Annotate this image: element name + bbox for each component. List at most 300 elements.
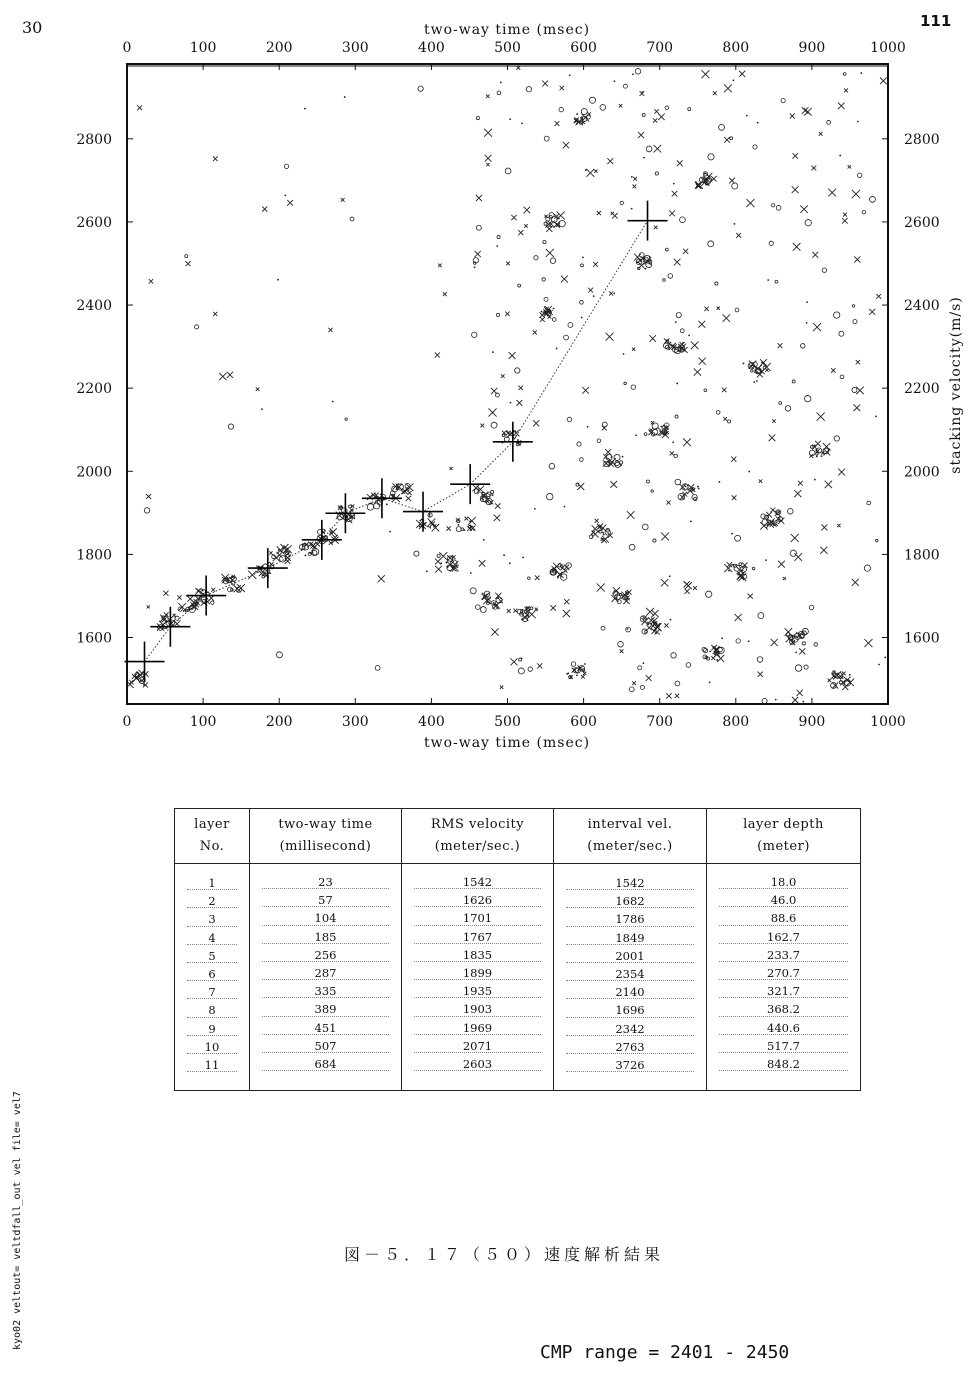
- scatter-circle: [276, 652, 282, 658]
- scatter-circle: [642, 113, 645, 116]
- x-tick-label-top: 900: [798, 40, 826, 56]
- scatter-cross: [612, 213, 618, 219]
- scatter-circle: [651, 490, 653, 492]
- scatter-cross: [592, 531, 599, 538]
- scatter-dot: [200, 596, 202, 598]
- scatter-cross: [828, 189, 836, 197]
- scatter-dot: [719, 481, 721, 483]
- table-cell: 1903: [402, 1000, 553, 1018]
- x-tick-label-bottom: 900: [798, 714, 826, 730]
- table-body-row: [175, 864, 861, 1091]
- scatter-dot: [806, 322, 808, 324]
- x-tick-label-bottom: 100: [189, 714, 217, 730]
- scatter-dot: [261, 408, 263, 410]
- table-cell: 848.2: [707, 1055, 860, 1073]
- scatter-dot: [676, 383, 678, 385]
- scatter-dot: [734, 223, 736, 225]
- scatter-circle: [839, 331, 844, 336]
- scatter-circle: [703, 648, 707, 652]
- scatter-dot: [497, 597, 499, 599]
- scatter-circle: [476, 117, 479, 120]
- table-cell: 1626: [402, 891, 553, 909]
- table-cell: 2140: [554, 983, 706, 1001]
- header-layer-depth: layer depth (meter): [707, 809, 861, 864]
- scatter-circle: [646, 480, 649, 483]
- time-column: [250, 864, 402, 1091]
- scatter-cross: [825, 481, 832, 488]
- scatter-cross: [485, 155, 492, 162]
- scatter-circle: [665, 106, 669, 110]
- scatter-circle: [497, 235, 500, 238]
- table-cell: 2: [175, 892, 249, 910]
- scatter-cross: [594, 170, 597, 173]
- y-tick-label-right: 2600: [904, 214, 940, 231]
- scatter-dot: [553, 308, 555, 310]
- scatter-cross: [505, 312, 509, 316]
- scatter-cross: [791, 534, 799, 542]
- y-tick-label-left: 2000: [76, 464, 112, 481]
- scatter-cross: [408, 491, 412, 495]
- table-cell: 507: [250, 1037, 401, 1055]
- scatter-dot: [645, 268, 647, 270]
- scatter-dot: [685, 485, 687, 487]
- scatter-cross: [792, 186, 799, 193]
- scatter-cross: [876, 294, 881, 299]
- scatter-cross: [506, 262, 510, 266]
- scatter-cross: [852, 190, 860, 198]
- scatter-cross: [609, 291, 613, 295]
- scatter-cross: [501, 374, 505, 378]
- scatter-cross: [760, 522, 767, 529]
- x-axis-label-top: two-way time (msec): [423, 22, 591, 38]
- x-axis-label-bottom: two-way time (msec): [423, 735, 591, 751]
- scatter-cross: [717, 655, 724, 662]
- scatter-circle: [144, 508, 149, 513]
- scatter-cross: [842, 218, 848, 224]
- scatter-dot: [806, 301, 808, 303]
- scatter-cross: [632, 184, 636, 188]
- x-tick-label-top: 100: [189, 40, 217, 56]
- scatter-dot: [670, 619, 672, 621]
- scatter-circle: [560, 574, 566, 580]
- scatter-cross: [759, 479, 763, 483]
- scatter-cross: [633, 177, 637, 181]
- scatter-circle: [781, 99, 785, 103]
- y-tick-label-left: 2200: [76, 381, 112, 398]
- scatter-circle: [814, 643, 818, 647]
- scatter-cross: [661, 579, 668, 586]
- scatter-cross: [586, 169, 594, 177]
- scatter-dot: [716, 659, 718, 661]
- table-cell: 451: [250, 1019, 401, 1037]
- scatter-circle: [640, 685, 644, 689]
- x-tick-label-bottom: 500: [494, 714, 521, 730]
- scatter-cross: [219, 373, 226, 380]
- chart-marks: [125, 66, 887, 704]
- table-cell: 517.7: [707, 1037, 860, 1055]
- scatter-circle: [779, 402, 782, 405]
- scatter-dot: [445, 562, 447, 564]
- table-cell: 3: [175, 910, 249, 928]
- scatter-circle: [602, 422, 607, 427]
- scatter-cross: [800, 205, 808, 213]
- scatter-circle: [792, 380, 795, 383]
- scatter-circle: [852, 305, 855, 308]
- scatter-cross: [797, 690, 803, 696]
- table-cell: 162.7: [707, 928, 860, 946]
- scatter-cross: [147, 605, 150, 608]
- scatter-cross: [758, 672, 763, 677]
- table-cell: 3726: [554, 1056, 706, 1074]
- depth-column: [707, 864, 861, 1091]
- scatter-cross: [722, 388, 727, 393]
- scatter-dot: [775, 699, 777, 701]
- scatter-circle: [688, 107, 691, 110]
- scatter-dot: [742, 577, 744, 579]
- table-cell: 1542: [554, 874, 706, 892]
- scatter-cross: [525, 610, 529, 614]
- x-tick-label-bottom: 400: [418, 714, 445, 730]
- scatter-cross: [704, 307, 708, 311]
- scatter-circle: [805, 395, 811, 401]
- scatter-cross: [262, 206, 267, 211]
- scatter-circle: [497, 91, 501, 95]
- scatter-cross: [227, 372, 233, 378]
- scatter-circle: [739, 563, 742, 566]
- scatter-cross: [667, 501, 671, 505]
- scatter-circle: [757, 657, 763, 663]
- scatter-dot: [656, 428, 658, 430]
- scatter-cross: [658, 114, 664, 120]
- x-tick-label-top: 0: [122, 40, 132, 56]
- scatter-circle: [624, 382, 627, 385]
- scatter-dot: [743, 363, 745, 365]
- scatter-cross: [465, 517, 469, 521]
- scatter-dot: [429, 514, 431, 516]
- scatter-cross: [802, 107, 809, 114]
- scatter-circle: [530, 607, 533, 610]
- scatter-circle: [375, 665, 380, 670]
- scatter-cross: [577, 483, 584, 490]
- scatter-cross: [507, 609, 511, 613]
- scatter-dot: [446, 565, 448, 567]
- scatter-circle: [228, 424, 233, 429]
- header-two-way-time: two-way time (millisecond): [250, 809, 402, 864]
- scatter-cross: [693, 586, 697, 590]
- scatter-circle: [715, 282, 718, 285]
- scatter-dot: [470, 521, 472, 523]
- scatter-cross: [446, 526, 450, 530]
- y-tick-label-right: 1600: [904, 630, 940, 647]
- scatter-dot: [816, 456, 818, 458]
- scatter-dot: [576, 674, 578, 676]
- scatter-cross: [653, 118, 657, 122]
- velocity-pick-marker: [493, 422, 533, 462]
- scatter-dot: [474, 266, 476, 268]
- scatter-circle: [822, 268, 826, 272]
- table-cell: 2342: [554, 1020, 706, 1038]
- scatter-cross: [638, 132, 644, 138]
- scatter-cross: [510, 658, 517, 665]
- scatter-dot: [631, 208, 633, 210]
- table-cell: 2071: [402, 1037, 553, 1055]
- scatter-circle: [834, 436, 839, 441]
- table-cell: 1542: [402, 873, 553, 891]
- y-tick-label-right: 2800: [904, 131, 940, 148]
- scatter-dot: [675, 321, 677, 323]
- scatter-dot: [622, 456, 624, 458]
- x-tick-label-bottom: 300: [341, 714, 369, 730]
- scatter-dot: [857, 121, 859, 123]
- scatter-cross: [842, 672, 846, 676]
- scatter-cross: [828, 679, 831, 682]
- scatter-cross: [819, 132, 823, 136]
- scatter-circle: [753, 145, 757, 149]
- scatter-circle: [785, 406, 790, 411]
- scatter-cross: [561, 276, 568, 283]
- scatter-dot: [765, 559, 767, 561]
- scatter-dot: [697, 486, 699, 488]
- scatter-cross: [677, 160, 683, 166]
- scatter-dot: [564, 506, 566, 508]
- scatter-circle: [579, 458, 583, 462]
- scatter-cross: [864, 639, 872, 647]
- scatter-dot: [839, 155, 841, 157]
- scatter-cross: [666, 693, 671, 698]
- velocity-pick-marker: [248, 548, 288, 588]
- scatter-circle: [581, 264, 584, 267]
- scatter-cross: [661, 533, 669, 541]
- scatter-circle: [805, 220, 811, 226]
- y-tick-label-left: 2800: [76, 131, 112, 148]
- scatter-cross: [435, 559, 441, 565]
- scatter-cross: [736, 233, 741, 238]
- scatter-circle: [623, 84, 627, 88]
- scatter-cross: [723, 314, 730, 321]
- x-tick-label-bottom: 700: [646, 714, 674, 730]
- scatter-dot: [496, 245, 498, 247]
- scatter-dot: [541, 311, 543, 313]
- rms-list: [402, 873, 553, 1073]
- scatter-dot: [545, 216, 547, 218]
- scatter-circle: [476, 225, 481, 230]
- scatter-dot: [582, 256, 584, 258]
- scatter-dot: [632, 73, 634, 75]
- cmp-range-label: CMP range = 2401 - 2450: [540, 1342, 790, 1363]
- scatter-cross: [535, 575, 540, 580]
- scatter-cross: [595, 519, 599, 523]
- velocity-pick-marker: [628, 201, 668, 241]
- table-cell: 389: [250, 1000, 401, 1018]
- scatter-cross: [852, 579, 859, 586]
- scatter-cross: [717, 307, 720, 310]
- scatter-cross: [771, 639, 778, 646]
- scatter-cross: [632, 348, 635, 351]
- scatter-dot: [767, 279, 769, 281]
- table-cell: 57: [250, 891, 401, 909]
- table-cell: 335: [250, 982, 401, 1000]
- scatter-dot: [198, 597, 200, 599]
- scatter-dot: [420, 520, 422, 522]
- scatter-circle: [758, 613, 764, 619]
- scatter-dot: [660, 426, 662, 428]
- scatter-cross: [683, 249, 688, 254]
- scatter-dot: [635, 434, 637, 436]
- scatter-dot: [709, 682, 711, 684]
- scatter-circle: [680, 329, 684, 333]
- scatter-circle: [567, 417, 572, 422]
- y-tick-label-left: 2400: [76, 298, 112, 315]
- scatter-cross: [511, 215, 516, 220]
- scatter-dot: [581, 317, 583, 319]
- scatter-circle: [864, 565, 870, 571]
- scatter-cross: [546, 249, 554, 257]
- scatter-circle: [769, 241, 773, 245]
- scatter-dot: [482, 498, 484, 500]
- scatter-circle: [751, 370, 753, 372]
- scatter-dot: [721, 637, 723, 639]
- table-cell: 270.7: [707, 964, 860, 982]
- scatter-dot: [704, 173, 706, 175]
- scatter-dot: [673, 183, 675, 185]
- scatter-dot: [669, 344, 671, 346]
- scatter-cross: [597, 211, 601, 215]
- scatter-cross: [524, 207, 530, 213]
- scatter-cross: [500, 685, 504, 689]
- scatter-cross: [187, 596, 192, 601]
- scatter-circle: [708, 241, 714, 247]
- scatter-circle: [528, 667, 532, 671]
- scatter-circle: [496, 313, 499, 316]
- scatter-dot: [682, 498, 684, 500]
- scatter-cross: [546, 226, 552, 232]
- scatter-cross: [794, 490, 801, 497]
- scatter-cross: [533, 420, 539, 426]
- x-tick-label-top: 700: [646, 40, 674, 56]
- scatter-cross: [435, 353, 440, 358]
- scatter-circle: [350, 217, 354, 221]
- scatter-cross: [597, 583, 605, 591]
- scatter-cross: [435, 566, 442, 573]
- scatter-cross: [769, 434, 776, 441]
- scatter-cross: [711, 645, 717, 651]
- table-cell: 88.6: [707, 909, 860, 927]
- scatter-cross: [815, 441, 821, 447]
- scatter-dot: [509, 562, 511, 564]
- scatter-circle: [719, 124, 725, 130]
- scatter-cross: [509, 352, 516, 359]
- scatter-circle: [480, 607, 486, 613]
- scatter-cross: [606, 333, 614, 341]
- scatter-cross: [698, 321, 705, 328]
- scatter-dot: [623, 353, 625, 355]
- figure-caption: 図－５．１７（５０）速度解析結果: [344, 1245, 665, 1264]
- scatter-cross: [560, 86, 564, 90]
- scatter-cross: [654, 226, 658, 230]
- scatter-circle: [790, 550, 796, 556]
- scatter-circle: [762, 698, 767, 703]
- scatter-circle: [706, 591, 712, 597]
- scatter-cross: [742, 562, 748, 568]
- y-tick-label-right: 2400: [904, 298, 940, 315]
- scatter-dot: [429, 515, 431, 517]
- layer-list: [175, 874, 249, 1074]
- scatter-dot: [569, 74, 571, 76]
- scatter-circle: [635, 69, 641, 75]
- scatter-circle: [534, 256, 538, 260]
- scatter-dot: [878, 664, 880, 666]
- scatter-circle: [735, 535, 741, 541]
- scatter-dot: [470, 572, 472, 574]
- scatter-cross: [799, 648, 805, 654]
- scatter-circle: [771, 204, 774, 207]
- scatter-cross: [287, 200, 293, 206]
- scatter-dot: [602, 532, 604, 534]
- scatter-cross: [746, 199, 754, 207]
- scatter-dot: [753, 381, 755, 383]
- scatter-dot: [603, 534, 605, 536]
- scatter-circle: [629, 687, 634, 692]
- table-cell: 1: [175, 874, 249, 892]
- scatter-dot: [426, 570, 428, 572]
- scatter-dot: [556, 348, 558, 350]
- scatter-circle: [418, 86, 423, 91]
- scatter-dot: [503, 554, 505, 556]
- scatter-cross: [843, 213, 847, 217]
- scatter-dot: [731, 533, 733, 535]
- scatter-dot: [522, 557, 524, 559]
- scatter-cross: [821, 524, 827, 530]
- scatter-dot: [567, 672, 569, 674]
- scatter-circle: [802, 642, 805, 645]
- x-tick-label-bottom: 600: [570, 714, 597, 730]
- scatter-cross: [724, 84, 732, 92]
- scatter-cross: [684, 589, 689, 594]
- scatter-cross: [524, 224, 528, 228]
- scatter-cross: [564, 569, 568, 573]
- scatter-dot: [849, 674, 851, 676]
- scatter-circle: [857, 173, 861, 177]
- scatter-dot: [515, 430, 517, 432]
- scatter-cross: [173, 614, 176, 617]
- scatter-cross: [269, 562, 273, 566]
- scatter-circle: [546, 493, 553, 500]
- x-tick-label-top: 600: [570, 40, 597, 56]
- scatter-dot: [587, 426, 589, 428]
- scatter-cross: [341, 198, 345, 202]
- scatter-dot: [732, 564, 734, 566]
- scatter-circle: [646, 146, 652, 152]
- scatter-cross: [794, 553, 802, 561]
- scatter-circle: [735, 308, 739, 312]
- scatter-cross: [484, 129, 492, 137]
- rms-column: [402, 864, 554, 1091]
- scatter-dot: [672, 441, 674, 443]
- scatter-cross: [185, 261, 190, 266]
- scatter-circle: [491, 422, 497, 428]
- scatter-cross: [854, 404, 861, 411]
- scatter-cross: [367, 494, 373, 500]
- scatter-circle: [550, 258, 555, 263]
- scatter-dot: [668, 347, 670, 349]
- scatter-cross: [731, 457, 736, 462]
- scatter-dot: [483, 539, 485, 541]
- scatter-circle: [663, 279, 666, 282]
- scatter-circle: [571, 662, 576, 667]
- chart-axes: [76, 40, 939, 730]
- scatter-cross: [674, 259, 681, 266]
- table-cell: 1682: [554, 892, 706, 910]
